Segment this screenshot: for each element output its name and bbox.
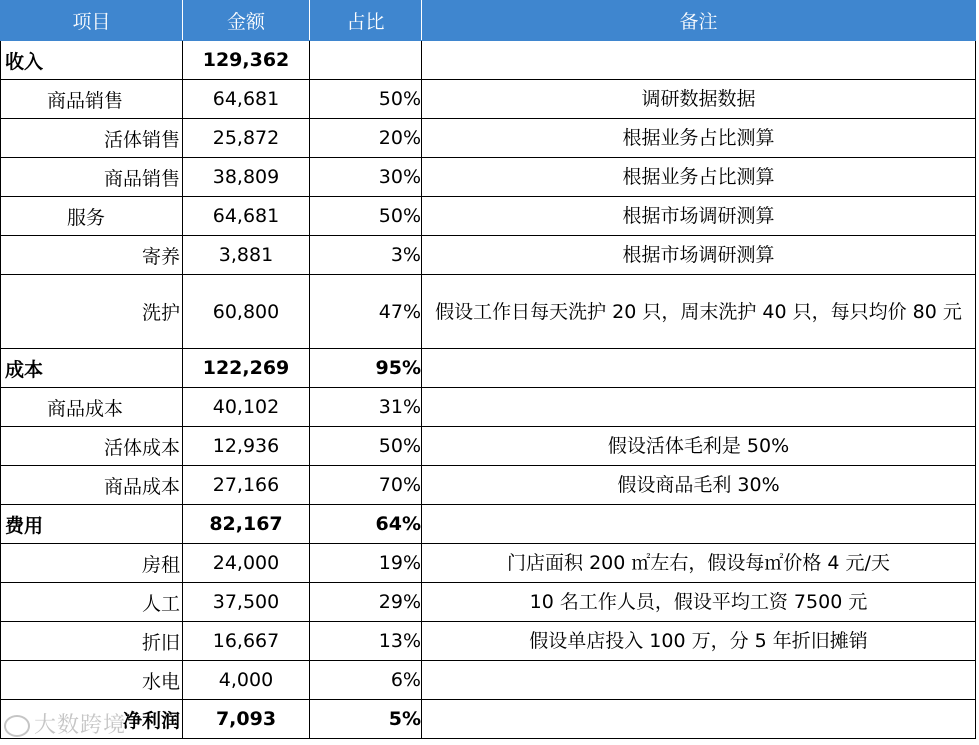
cell-item[interactable]: 房租 — [1, 544, 183, 583]
cell-item[interactable]: 费用 — [1, 505, 183, 544]
cell-item[interactable]: 收入 — [1, 41, 183, 80]
cell-amount[interactable]: 37,500 — [183, 583, 310, 622]
table-row — [1, 119, 976, 158]
cell-item[interactable]: 活体销售 — [1, 119, 183, 158]
table-row — [1, 544, 976, 583]
cell-note[interactable]: 假设活体毛利是 50% — [422, 427, 976, 466]
table-row — [1, 466, 976, 505]
table-row — [1, 349, 976, 388]
cell-amount[interactable]: 82,167 — [183, 505, 310, 544]
cell-ratio[interactable] — [310, 41, 422, 80]
table-row — [1, 275, 976, 349]
cell-ratio[interactable]: 19% — [310, 544, 422, 583]
cell-ratio[interactable]: 50% — [310, 427, 422, 466]
cell-note[interactable]: 10 名工作人员，假设平均工资 7500 元 — [422, 583, 976, 622]
cell-amount[interactable]: 129,362 — [183, 41, 310, 80]
cell-note[interactable] — [422, 41, 976, 80]
cell-ratio[interactable]: 5% — [310, 700, 422, 739]
table-row — [1, 505, 976, 544]
table-row — [1, 583, 976, 622]
table-row — [1, 197, 976, 236]
table-row — [1, 388, 976, 427]
header-row — [1, 1, 976, 41]
cell-ratio[interactable]: 50% — [310, 80, 422, 119]
watermark-text: 大数跨境 — [34, 713, 127, 738]
cell-ratio[interactable]: 30% — [310, 158, 422, 197]
cell-note[interactable]: 假设工作日每天洗护 20 只，周末洗护 40 只，每只均价 80 元 — [422, 275, 976, 349]
cell-ratio[interactable]: 6% — [310, 661, 422, 700]
cell-note[interactable]: 门店面积 200 ㎡左右，假设每㎡价格 4 元/天 — [422, 544, 976, 583]
header-ratio[interactable]: 占比 — [310, 1, 422, 41]
table-row — [1, 700, 976, 739]
cell-amount[interactable]: 27,166 — [183, 466, 310, 505]
watermark — [4, 708, 126, 739]
cell-item[interactable]: 服务 — [1, 197, 183, 236]
cell-note[interactable] — [422, 505, 976, 544]
table-row — [1, 622, 976, 661]
cell-amount[interactable]: 64,681 — [183, 80, 310, 119]
cell-ratio[interactable]: 47% — [310, 275, 422, 349]
cell-ratio[interactable]: 3% — [310, 236, 422, 275]
cell-item[interactable]: 商品销售 — [1, 158, 183, 197]
cell-ratio[interactable]: 31% — [310, 388, 422, 427]
cell-ratio[interactable]: 64% — [310, 505, 422, 544]
header-item[interactable]: 项目 — [1, 1, 183, 41]
table-row — [1, 80, 976, 119]
cell-note[interactable] — [422, 349, 976, 388]
cell-ratio[interactable]: 29% — [310, 583, 422, 622]
cell-amount[interactable]: 12,936 — [183, 427, 310, 466]
watermark-logo-icon — [4, 715, 30, 737]
cell-amount[interactable]: 122,269 — [183, 349, 310, 388]
cell-amount[interactable]: 38,809 — [183, 158, 310, 197]
cell-amount[interactable]: 7,093 — [183, 700, 310, 739]
cell-amount[interactable]: 3,881 — [183, 236, 310, 275]
cell-note[interactable]: 假设单店投入 100 万，分 5 年折旧摊销 — [422, 622, 976, 661]
cell-amount[interactable]: 25,872 — [183, 119, 310, 158]
header-amount[interactable]: 金额 — [183, 1, 310, 41]
cell-item[interactable]: 商品成本 — [1, 466, 183, 505]
cell-ratio[interactable]: 70% — [310, 466, 422, 505]
cell-amount[interactable]: 16,667 — [183, 622, 310, 661]
cell-item[interactable]: 折旧 — [1, 622, 183, 661]
cell-amount[interactable]: 40,102 — [183, 388, 310, 427]
cell-item[interactable]: 人工 — [1, 583, 183, 622]
cell-item[interactable]: 洗护 — [1, 275, 183, 349]
cell-amount[interactable]: 4,000 — [183, 661, 310, 700]
cell-ratio[interactable]: 95% — [310, 349, 422, 388]
cell-ratio[interactable]: 13% — [310, 622, 422, 661]
table-row — [1, 236, 976, 275]
cell-note[interactable]: 根据业务占比测算 — [422, 158, 976, 197]
cell-note[interactable] — [422, 700, 976, 739]
cell-amount[interactable]: 60,800 — [183, 275, 310, 349]
table-row — [1, 427, 976, 466]
cell-note[interactable]: 调研数据数据 — [422, 80, 976, 119]
cell-note[interactable]: 假设商品毛利 30% — [422, 466, 976, 505]
cell-amount[interactable]: 24,000 — [183, 544, 310, 583]
cell-item[interactable]: 成本 — [1, 349, 183, 388]
cell-item[interactable]: 水电 — [1, 661, 183, 700]
cell-item[interactable]: 活体成本 — [1, 427, 183, 466]
cell-item[interactable]: 净利润 — [1, 700, 183, 739]
table-row — [1, 41, 976, 80]
cell-item[interactable]: 商品销售 — [1, 80, 183, 119]
table-row — [1, 158, 976, 197]
cell-item[interactable]: 寄养 — [1, 236, 183, 275]
cell-item[interactable]: 商品成本 — [1, 388, 183, 427]
cell-note[interactable]: 根据业务占比测算 — [422, 119, 976, 158]
header-note[interactable]: 备注 — [422, 1, 976, 41]
cell-ratio[interactable]: 20% — [310, 119, 422, 158]
cell-amount[interactable]: 64,681 — [183, 197, 310, 236]
cell-note[interactable] — [422, 388, 976, 427]
cell-note[interactable]: 根据市场调研测算 — [422, 236, 976, 275]
cell-note[interactable] — [422, 661, 976, 700]
table-row — [1, 661, 976, 700]
cell-ratio[interactable]: 50% — [310, 197, 422, 236]
cell-note[interactable]: 根据市场调研测算 — [422, 197, 976, 236]
